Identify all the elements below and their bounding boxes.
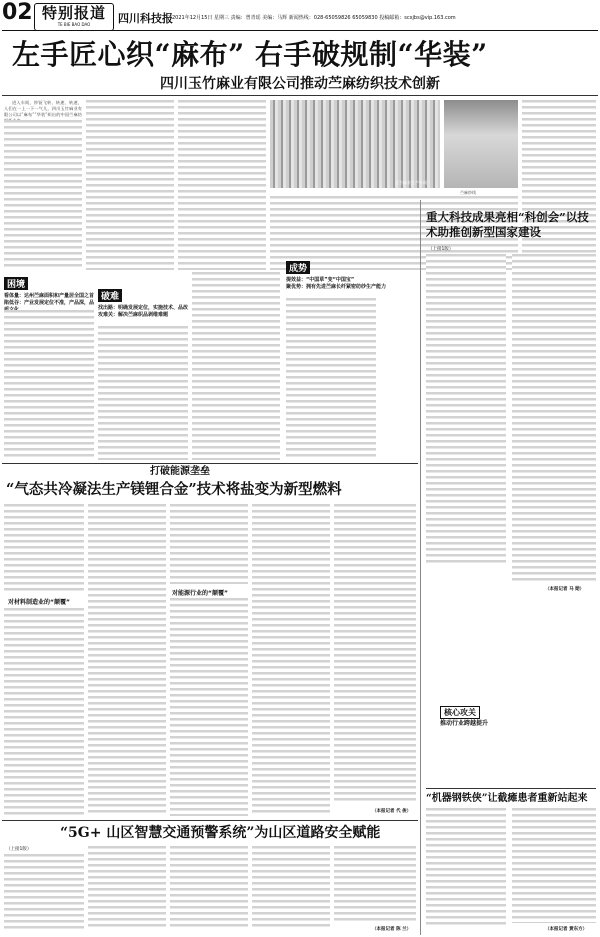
photo-caption-2: 苎麻纱线 [460,190,476,195]
article4-kicker: 核心攻关 [440,706,480,719]
article2-sub2: 对能源行业的“颠覆” [172,590,228,597]
article2-headline: “气态共冷凝法生产镁锂合金”技术将盐变为新型燃料 [6,481,342,498]
lead-text-block [178,100,266,270]
box-momentum-line2: 聚优势：拥有先进苎麻长纤紧密纺纱生产能力 [286,284,387,290]
article2-text-block [170,504,248,584]
page-number: 02 [2,0,33,25]
article3-source: （上接1版） [428,247,454,252]
lead-subheadline: 四川玉竹麻业有限公司推动苎麻纺织技术创新 [160,76,440,92]
section-pinyin: TE BIE BAO DAO [57,22,91,27]
article6-text-block [4,854,84,930]
article6-text-block [334,846,416,922]
yarn-photo [444,100,518,188]
article6-text-block [252,846,330,930]
box-breakthrough-title: 破难 [98,289,122,302]
article3-text-block [512,254,596,584]
box-dilemma-title: 困境 [4,277,28,290]
lead-text-block [286,298,376,460]
article2-text-block [4,608,84,816]
box-dilemma-line1: 看体量：达州苎麻面积和产量居全国之首 [4,293,95,299]
box-momentum [286,256,386,296]
article6-source: （上接1版） [6,847,32,852]
article4-subkicker: 推动行业跨越提升 [440,720,489,727]
box-dilemma-line2: 陷低谷：产业发展定位不准，产品深，品 [4,300,95,306]
article2-text-block [334,504,416,804]
article2-credit: （本报记者 代 俊） [372,809,412,814]
photo-caption: 玉竹麻业生产车间 [395,180,427,185]
section-tag [34,3,114,31]
lead-text-block [86,100,174,270]
lead-text-block [4,120,82,270]
lead-body-col1: 进入车间，纱锭飞转、转速、转速，人们在一上一下一气儿，四川玉竹麻业有限公司以“麻布”“华装”织出的中国苎麻纺 [4,100,82,118]
box-breakthrough [98,284,188,324]
article5-credit: （本报记者 黄东方） [545,927,588,932]
box-momentum-title: 成势 [286,261,310,274]
article6-headline: “5G+ 山区智慧交通预警系统”为山区道路安全赋能 [60,825,381,841]
lead-headline: 左手匠心织“麻布” 右手破规制“华装” [12,38,488,71]
article2-sub1: 对材料制造业的“颠覆” [8,599,70,606]
paper-name: 四川科技报 [118,12,173,25]
article3-text-block [426,254,506,564]
article2-text-block [4,504,84,594]
article3-credit: （本报记者 马 勋） [545,587,585,592]
header-info-line: 2021年12月15日 星期三 责编：曾青瑶 美编：马辉 新闻热线：028-65059826 65059830 投稿邮箱：scxjbs@vip.163.com [172,15,456,21]
article6-text-block [170,846,248,930]
article5-text-block [426,808,506,928]
box-momentum-line1: 提效益：“中国草”变“中国宝” [286,277,355,283]
lead-text-block [522,100,596,270]
article5-text-block [512,808,596,923]
article6-credit: （本报记者 陈 兰） [372,927,412,932]
section-title: 特别报道 [41,4,106,22]
lead-text-block [98,326,188,460]
article6-text-block [88,846,166,930]
lead-text-block [192,272,280,460]
article2-text-block [88,504,166,816]
article2-kicker: 打破能源垄垒 [150,466,210,477]
article5-headline: “机器钢铁侠”让截瘫患者重新站起来 [426,793,588,804]
lead-text-block [4,310,94,460]
factory-photo [270,100,440,188]
box-breakthrough-line2: 攻难关：解决苎麻织品剥维难题 [98,312,169,318]
box-breakthrough-line1: 找出路：明确发展定位，实施技术、品改 [98,305,189,311]
article2-text-block [170,598,248,816]
article4-kicker-box [440,700,560,728]
article3-headline: 重大科技成果亮相“科创会”以技术助推创新型国家建设 [426,210,589,239]
article2-text-block [252,504,330,816]
